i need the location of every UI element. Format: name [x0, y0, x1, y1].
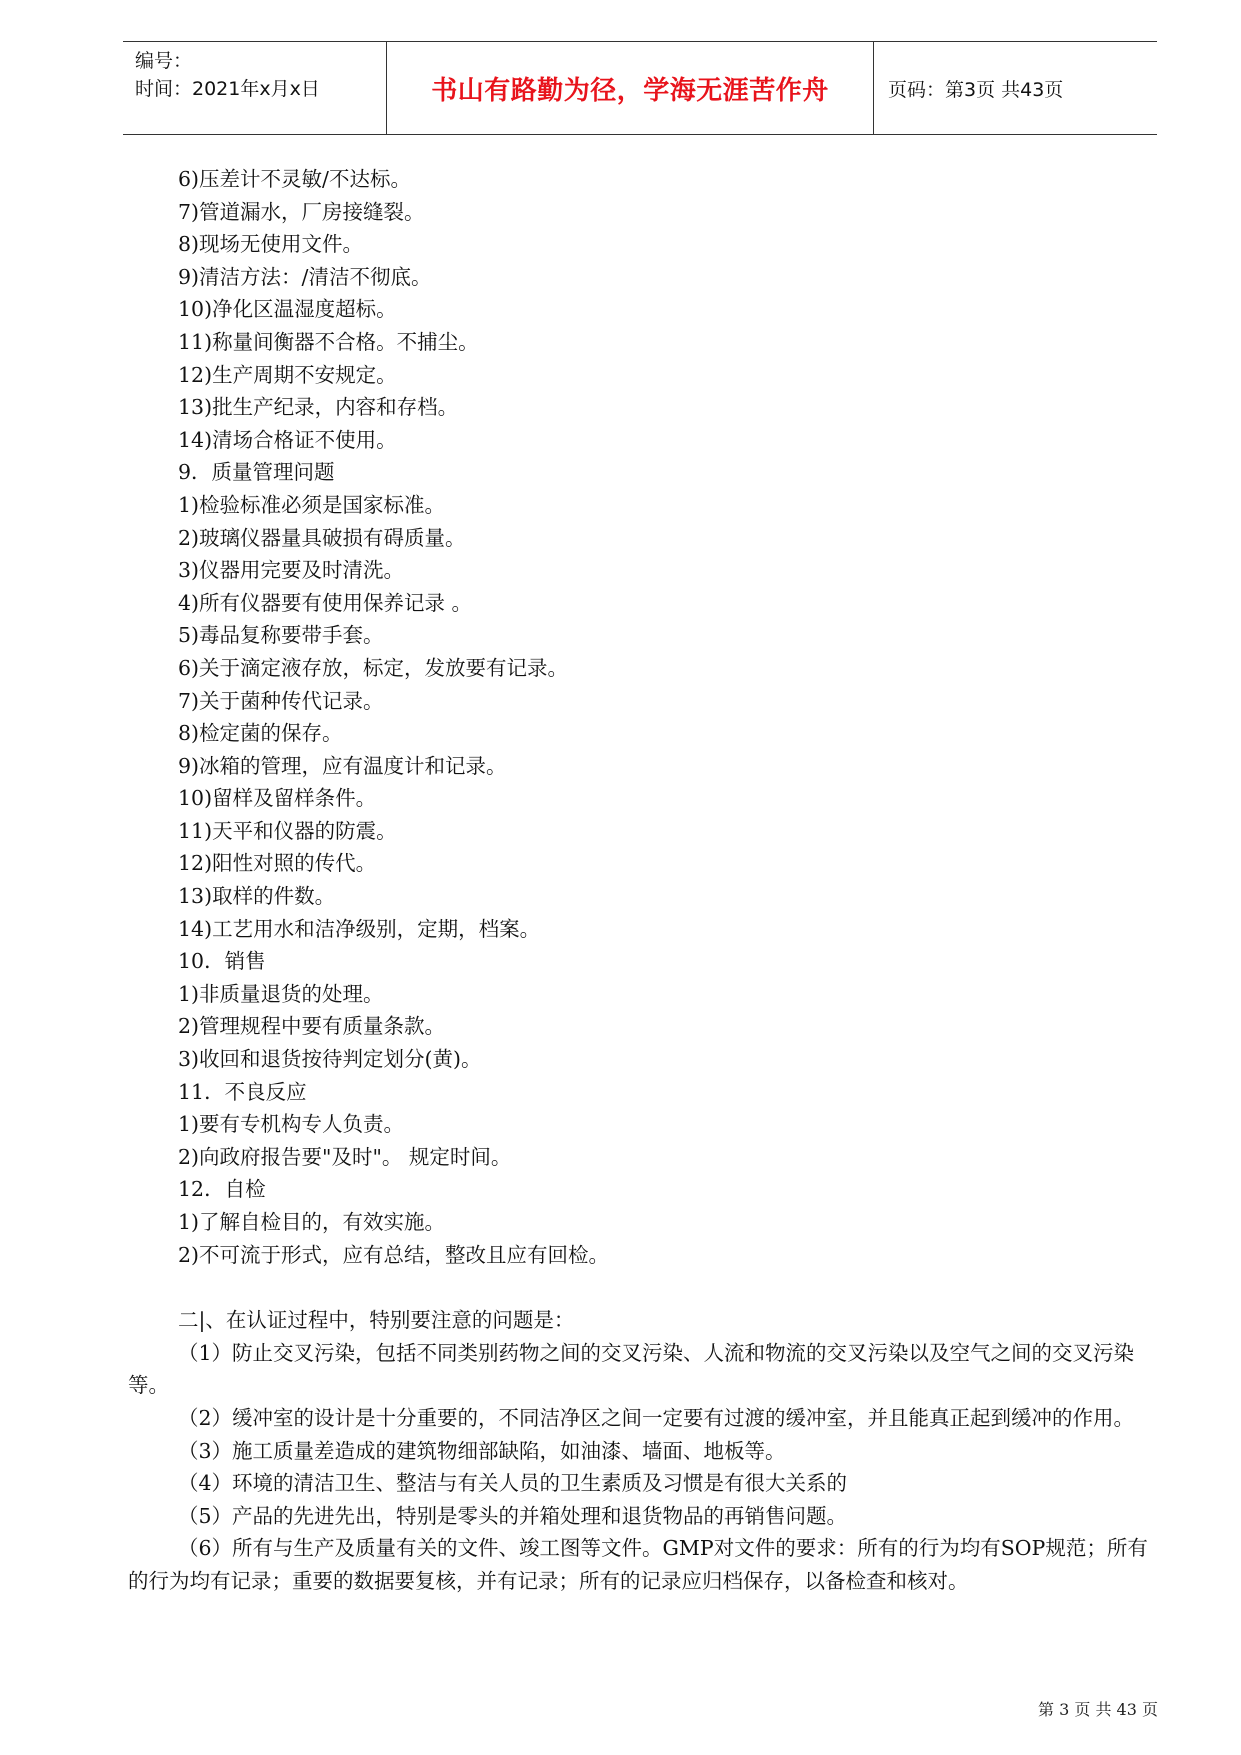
number-label: 编号：	[135, 50, 193, 72]
list-item: 11)称量间衡器不合格。不捕尘。	[178, 329, 479, 354]
list-item: 6)关于滴定液存放，标定，发放要有记录。	[178, 655, 569, 680]
section2-paragraph: （2）缓冲室的设计是十分重要的，不同洁净区之间一定要有过渡的缓冲室，并且能真正起到缓冲的作用。	[178, 1405, 1135, 1430]
header-page-info: 页码：第3页 共43页	[888, 78, 1064, 101]
list-item: 4)所有仪器要有使用保养记录 。	[178, 590, 473, 615]
section2-paragraph: （1）防止交叉污染，包括不同类别药物之间的交叉污染、人流和物流的交叉污染以及空气之间的交叉污染等。	[128, 1340, 1135, 1398]
list-item: 3)收回和退货按待判定划分(黄)。	[178, 1047, 482, 1072]
list-item: 12)阳性对照的传代。	[178, 851, 377, 876]
header-meta	[123, 42, 387, 134]
section2-paragraph: （6）所有与生产及质量有关的文件、竣工图等文件。GMP对文件的要求：所有的行为均有SOP规范；所有的行为均有记录；重要的数据要复核，并有记录；所有的记录应归档保存，以备检查和核对。	[128, 1536, 1148, 1593]
section2-paragraph: （3）施工质量差造成的建筑物细部缺陷，如油漆、墙面、地板等。	[178, 1438, 786, 1463]
section2-paragraph: （5）产品的先进先出，特别是零头的并箱处理和退货物品的再销售问题。	[178, 1503, 848, 1528]
list-item: 12)生产周期不安规定。	[178, 362, 397, 387]
section2-heading: 二|、在认证过程中，特别要注意的问题是：	[178, 1308, 575, 1333]
issue-list	[128, 163, 1156, 1271]
list-item: 2)向政府报告要"及时"。 规定时间。	[178, 1144, 512, 1169]
list-item: 10)净化区温湿度超标。	[178, 297, 397, 322]
list-item: 6)压差计不灵敏/不达标。	[178, 167, 411, 191]
list-item: 2)不可流于形式，应有总结，整改且应有回检。	[178, 1242, 610, 1267]
list-item: 1)检验标准必须是国家标准。	[178, 492, 446, 517]
list-item: 9)冰箱的管理，应有温度计和记录。	[178, 753, 507, 778]
list-item: 1)非质量退货的处理。	[178, 981, 384, 1006]
section-gap	[128, 1271, 1156, 1304]
page-footer: 第 3 页 共 43 页	[1038, 1700, 1158, 1719]
list-item: 12．自检	[178, 1177, 266, 1202]
list-item: 11．不良反应	[178, 1079, 307, 1104]
list-item: 1)要有专机构专人负责。	[178, 1112, 405, 1137]
list-item: 11)天平和仪器的防震。	[178, 818, 397, 843]
header-motto: 书山有路勤为径，学海无涯苦作舟	[387, 42, 874, 134]
list-item: 7)关于菌种传代记录。	[178, 688, 384, 713]
list-item: 8)现场无使用文件。	[178, 232, 364, 257]
section2-paragraphs	[128, 1337, 1156, 1598]
list-item: 5)毒品复称要带手套。	[178, 623, 384, 648]
list-item: 1)了解自检目的，有效实施。	[178, 1210, 446, 1234]
page-header	[123, 41, 1157, 135]
list-item: 10)留样及留样条件。	[178, 786, 377, 811]
list-item: 9．质量管理问题	[178, 460, 335, 485]
list-item: 10．销售	[178, 949, 266, 974]
list-item: 9)清洁方法：/清洁不彻底。	[178, 264, 432, 289]
time-label: 时间：2021年x月x日	[135, 78, 320, 100]
list-item: 7)管道漏水，厂房接缝裂。	[178, 199, 425, 224]
section2-paragraph: （4）环境的清洁卫生、整洁与有关人员的卫生素质及习惯是有很大关系的	[178, 1471, 848, 1496]
list-item: 8)检定菌的保存。	[178, 721, 343, 746]
list-item: 14)清场合格证不使用。	[178, 427, 397, 452]
list-item: 2)管理规程中要有质量条款。	[178, 1014, 446, 1039]
list-item: 14)工艺用水和洁净级别，定期，档案。	[178, 916, 541, 941]
list-item: 13)批生产纪录，内容和存档。	[178, 395, 459, 420]
list-item: 13)取样的件数。	[178, 884, 336, 909]
list-item: 3)仪器用完要及时清洗。	[178, 558, 405, 583]
list-item: 2)玻璃仪器量具破损有碍质量。	[178, 525, 466, 550]
document-body	[128, 163, 1156, 1598]
